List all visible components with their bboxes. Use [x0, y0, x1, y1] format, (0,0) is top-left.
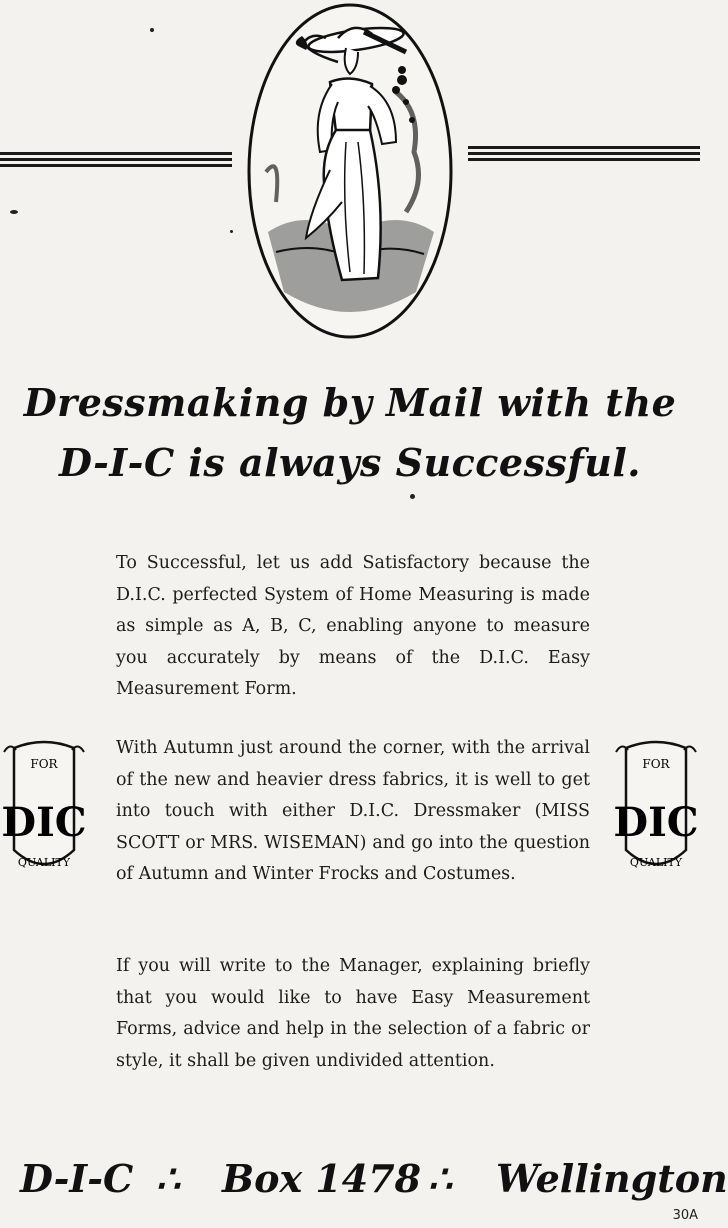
dic-quality-badge-left: [0, 738, 88, 888]
print-speck: [410, 494, 415, 499]
badge-dic-monogram: DIC: [613, 799, 699, 846]
badge-quality-text: QUALITY: [17, 856, 71, 869]
headline-line-2: D-I-C is always Successful.: [58, 440, 642, 485]
print-speck: [10, 210, 18, 214]
print-speck: [230, 230, 233, 233]
footer-box-number: Box 1478: [222, 1156, 422, 1201]
woman-illustration-vignette: [246, 2, 454, 340]
headline-line-1: Dressmaking by Mail with the: [23, 380, 677, 425]
body-paragraph: If you will write to the Manager, explaining briefly that you would like to have Easy Measurement Forms, advice and help in the selection of a fabric or style, it shall be given undivided attention.: [116, 956, 590, 1071]
body-paragraph: With Autumn just around the corner, with the arrival of the new and heavier dress fabrics, it is well to get into touch with either D.I.C. Dressmaker (MISS SCOTT or MRS. WISEMAN) and go into the question of Autumn and Winter Frocks and Costumes.: [116, 738, 590, 884]
ad-reference-code: 30A: [672, 1208, 698, 1223]
badge-dic-monogram: DIC: [1, 799, 87, 846]
footer-city: Wellington: [496, 1156, 728, 1201]
body-paragraph: To Successful, let us add Satisfactory because the D.I.C. perfected System of Home Measuring is made as simple as A, B, C, enabling anyone to measure you accurately by means of the D.I.C. Easy Measurement Form.: [116, 553, 590, 699]
footer-separator: ∴: [428, 1156, 453, 1201]
badge-quality-text: QUALITY: [629, 856, 683, 869]
badge-for-text: FOR: [30, 757, 58, 771]
print-speck: [150, 28, 154, 32]
dic-quality-badge-right: [612, 738, 700, 888]
decorative-rule-left: [0, 152, 232, 170]
decorative-rule-right: [468, 146, 700, 164]
badge-for-text: FOR: [642, 757, 670, 771]
footer-address-line: [0, 1148, 728, 1208]
footer-dic-logo: D-I-C: [20, 1156, 134, 1201]
footer-separator: ∴: [156, 1156, 181, 1201]
